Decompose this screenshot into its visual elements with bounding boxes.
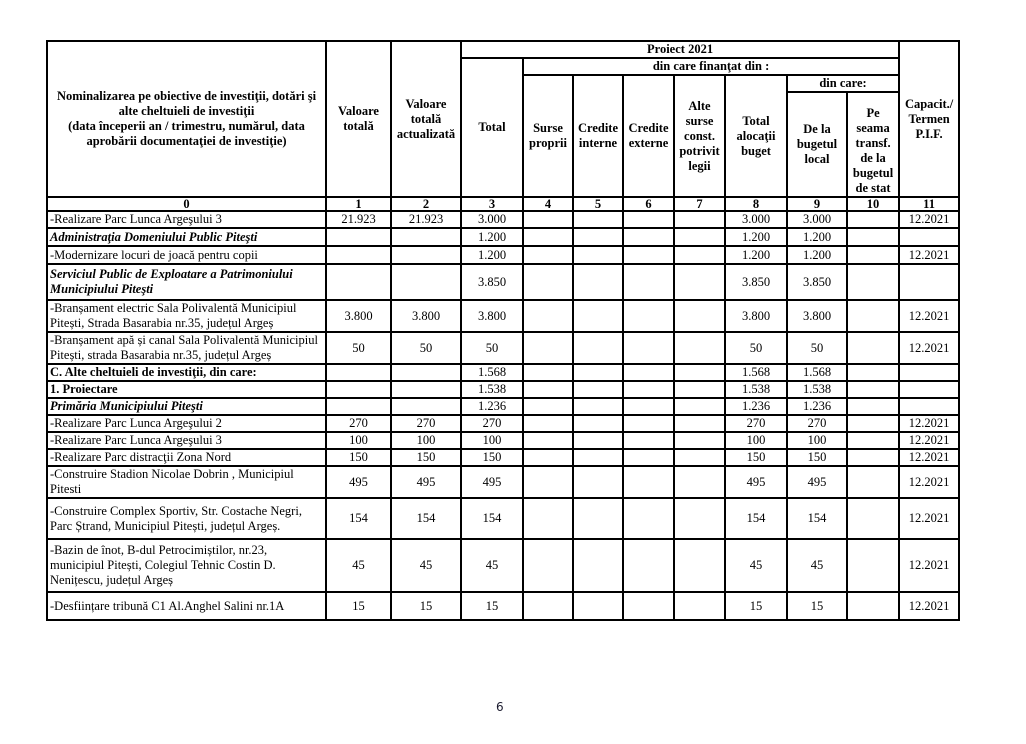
header-of-which: din care: [787,75,899,92]
value-cell-c4 [523,364,573,381]
header-total-value: Valoare totală [326,41,391,197]
value-cell-c11: 12.2021 [899,211,959,228]
value-cell-c9: 3.000 [787,211,847,228]
value-cell-c5 [573,364,623,381]
value-cell-c5 [573,246,623,264]
objective-name-cell: -Construire Stadion Nicolae Dobrin , Municipiul Pitesti [47,466,326,498]
table-row [47,449,959,466]
value-cell-c1: 21.923 [326,211,391,228]
value-cell-c1 [326,264,391,300]
value-cell-c8: 270 [725,415,787,432]
value-cell-c1 [326,228,391,246]
value-cell-c2: 21.923 [391,211,461,228]
value-cell-c2: 495 [391,466,461,498]
table-row [47,432,959,449]
value-cell-c9: 1.200 [787,228,847,246]
value-cell-c1: 495 [326,466,391,498]
value-cell-c11 [899,264,959,300]
value-cell-c7 [674,498,725,539]
index-cell: 4 [523,197,573,211]
value-cell-c4 [523,466,573,498]
table-row [47,364,959,381]
table-row [47,498,959,539]
value-cell-c7 [674,592,725,620]
value-cell-c5 [573,332,623,364]
value-cell-c7 [674,211,725,228]
value-cell-c3: 1.200 [461,246,523,264]
value-cell-c3: 270 [461,415,523,432]
value-cell-c2 [391,246,461,264]
value-cell-c10 [847,211,899,228]
value-cell-c6 [623,498,674,539]
header-financed-from: din care finanţat din : [523,58,899,75]
value-cell-c11: 12.2021 [899,498,959,539]
objective-name-cell: 1. Proiectare [47,381,326,398]
value-cell-c6 [623,332,674,364]
header-external-credits: Credite externe [623,75,674,197]
value-cell-c5 [573,211,623,228]
value-cell-c11 [899,398,959,415]
value-cell-c3: 50 [461,332,523,364]
value-cell-c1 [326,381,391,398]
value-cell-c9: 3.800 [787,300,847,332]
table-row [47,398,959,415]
value-cell-c9: 1.568 [787,364,847,381]
value-cell-c5 [573,592,623,620]
value-cell-c11: 12.2021 [899,449,959,466]
value-cell-c6 [623,381,674,398]
value-cell-c6 [623,398,674,415]
index-cell: 11 [899,197,959,211]
value-cell-c10 [847,415,899,432]
objective-name-cell: Primăria Municipiului Piteşti [47,398,326,415]
value-cell-c4 [523,332,573,364]
value-cell-c4 [523,211,573,228]
header-other-sources: Alte surse const. potrivit legii [674,75,725,197]
header-total: Total [461,58,523,197]
value-cell-c5 [573,398,623,415]
value-cell-c4 [523,539,573,592]
index-cell: 5 [573,197,623,211]
header-objective-nomination [47,41,326,197]
value-cell-c9: 100 [787,432,847,449]
value-cell-c5 [573,228,623,246]
value-cell-c11 [899,364,959,381]
value-cell-c6 [623,211,674,228]
objective-name-cell: -Branșament electric Sala Polivalentă Municipiul Pitești, Strada Basarabia nr.35, județul Argeș [47,300,326,332]
value-cell-c2: 3.800 [391,300,461,332]
value-cell-c1: 270 [326,415,391,432]
value-cell-c10 [847,592,899,620]
header-updated-total-value: Valoare totală actualizată [391,41,461,197]
value-cell-c3: 150 [461,449,523,466]
objective-name-cell: Administraţia Domeniului Public Piteşti [47,228,326,246]
value-cell-c6 [623,432,674,449]
value-cell-c1: 150 [326,449,391,466]
value-cell-c9: 1.200 [787,246,847,264]
value-cell-c4 [523,592,573,620]
objective-name-cell: -Desființare tribună C1 Al.Anghel Salini nr.1A [47,592,326,620]
value-cell-c10 [847,364,899,381]
header-line: aprobării documentaţiei de investiţie) [86,134,287,148]
value-cell-c8: 3.000 [725,211,787,228]
objective-name-cell: -Bazin de înot, B-dul Petrocimiștilor, nr.23, municipiul Pitești, Colegiul Tehnic Costin D. Nenițescu, județul Argeș [47,539,326,592]
value-cell-c7 [674,449,725,466]
value-cell-c3: 3.800 [461,300,523,332]
value-cell-c2: 100 [391,432,461,449]
objective-name-cell: -Realizare Parc distracţii Zona Nord [47,449,326,466]
value-cell-c6 [623,466,674,498]
value-cell-c2: 15 [391,592,461,620]
value-cell-c11: 12.2021 [899,246,959,264]
objective-name-cell: C. Alte cheltuieli de investiţii, din care: [47,364,326,381]
value-cell-c4 [523,398,573,415]
value-cell-c1: 50 [326,332,391,364]
index-cell: 0 [47,197,326,211]
value-cell-c4 [523,228,573,246]
value-cell-c4 [523,449,573,466]
value-cell-c9: 45 [787,539,847,592]
value-cell-c1: 154 [326,498,391,539]
value-cell-c10 [847,228,899,246]
objective-name-cell: -Construire Complex Sportiv, Str. Costache Negri, Parc Ștrand, Municipiul Pitești, județul Argeș. [47,498,326,539]
table-row [47,332,959,364]
value-cell-c3: 3.000 [461,211,523,228]
index-cell: 8 [725,197,787,211]
value-cell-c7 [674,466,725,498]
value-cell-c11: 12.2021 [899,300,959,332]
table-row [47,415,959,432]
value-cell-c1: 45 [326,539,391,592]
value-cell-c1 [326,364,391,381]
value-cell-c3: 15 [461,592,523,620]
value-cell-c11: 12.2021 [899,466,959,498]
value-cell-c11: 12.2021 [899,415,959,432]
value-cell-c11: 12.2021 [899,592,959,620]
value-cell-c9: 154 [787,498,847,539]
table-row [47,211,959,228]
value-cell-c3: 45 [461,539,523,592]
value-cell-c7 [674,381,725,398]
value-cell-c5 [573,539,623,592]
value-cell-c9: 50 [787,332,847,364]
value-cell-c10 [847,332,899,364]
value-cell-c3: 1.200 [461,228,523,246]
table-row [47,592,959,620]
objective-name-cell: -Branșament apă și canal Sala Polivalentă Municipiul Pitești, strada Basarabia nr.35, județul Argeș [47,332,326,364]
page-number: 6 [496,700,504,714]
index-cell: 10 [847,197,899,211]
column-index-row [47,197,959,211]
value-cell-c8: 154 [725,498,787,539]
header-own-sources: Surse proprii [523,75,573,197]
value-cell-c8: 3.800 [725,300,787,332]
value-cell-c8: 1.200 [725,228,787,246]
value-cell-c5 [573,381,623,398]
value-cell-c9: 150 [787,449,847,466]
value-cell-c7 [674,539,725,592]
value-cell-c2: 154 [391,498,461,539]
table-row [47,228,959,246]
value-cell-c6 [623,300,674,332]
value-cell-c5 [573,264,623,300]
value-cell-c10 [847,498,899,539]
value-cell-c7 [674,432,725,449]
index-cell: 2 [391,197,461,211]
value-cell-c2 [391,381,461,398]
value-cell-c1: 100 [326,432,391,449]
value-cell-c10 [847,466,899,498]
value-cell-c8: 150 [725,449,787,466]
header-line: Nominalizarea pe obiective de investiţii, dotări şi [56,89,317,103]
table-row [47,466,959,498]
value-cell-c8: 15 [725,592,787,620]
value-cell-c3: 100 [461,432,523,449]
value-cell-c1 [326,398,391,415]
value-cell-c5 [573,449,623,466]
value-cell-c1: 15 [326,592,391,620]
value-cell-c7 [674,364,725,381]
value-cell-c10 [847,264,899,300]
value-cell-c11: 12.2021 [899,332,959,364]
value-cell-c6 [623,415,674,432]
value-cell-c3: 495 [461,466,523,498]
value-cell-c7 [674,228,725,246]
value-cell-c6 [623,228,674,246]
value-cell-c6 [623,364,674,381]
value-cell-c6 [623,264,674,300]
value-cell-c8: 495 [725,466,787,498]
header-total-budget-allocations: Total alocaţii buget [725,75,787,197]
value-cell-c2: 270 [391,415,461,432]
objective-name-cell: -Realizare Parc Lunca Argeşului 3 [47,211,326,228]
value-cell-c3: 1.236 [461,398,523,415]
value-cell-c3: 154 [461,498,523,539]
value-cell-c8: 3.850 [725,264,787,300]
investment-table [46,40,960,621]
index-cell: 1 [326,197,391,211]
value-cell-c10 [847,398,899,415]
header-line: (data începerii an / trimestru, numărul, data [68,119,305,133]
value-cell-c8: 1.200 [725,246,787,264]
index-cell: 6 [623,197,674,211]
index-cell: 7 [674,197,725,211]
value-cell-c8: 100 [725,432,787,449]
value-cell-c10 [847,381,899,398]
value-cell-c2 [391,264,461,300]
table-row [47,300,959,332]
value-cell-c11: 12.2021 [899,432,959,449]
value-cell-c2: 50 [391,332,461,364]
objective-name-cell: Serviciul Public de Exploatare a Patrimoniului Municipiului Piteşti [47,264,326,300]
value-cell-c4 [523,498,573,539]
value-cell-c9: 1.538 [787,381,847,398]
value-cell-c7 [674,398,725,415]
value-cell-c3: 1.568 [461,364,523,381]
value-cell-c5 [573,300,623,332]
value-cell-c6 [623,592,674,620]
value-cell-c4 [523,432,573,449]
table-row [47,246,959,264]
value-cell-c3: 1.538 [461,381,523,398]
value-cell-c10 [847,432,899,449]
value-cell-c2 [391,398,461,415]
value-cell-c5 [573,466,623,498]
value-cell-c9: 270 [787,415,847,432]
table-row [47,264,959,300]
value-cell-c6 [623,246,674,264]
table-body [47,211,959,620]
value-cell-c5 [573,432,623,449]
value-cell-c4 [523,381,573,398]
value-cell-c9: 495 [787,466,847,498]
table-row [47,539,959,592]
value-cell-c7 [674,415,725,432]
objective-name-cell: -Realizare Parc Lunca Argeşului 2 [47,415,326,432]
value-cell-c11 [899,381,959,398]
value-cell-c8: 1.568 [725,364,787,381]
value-cell-c2 [391,364,461,381]
index-cell: 9 [787,197,847,211]
value-cell-c4 [523,246,573,264]
value-cell-c11: 12.2021 [899,539,959,592]
value-cell-c4 [523,300,573,332]
value-cell-c5 [573,498,623,539]
value-cell-c10 [847,300,899,332]
value-cell-c4 [523,264,573,300]
header-line: alte cheltuieli de investiţii [118,104,255,118]
value-cell-c1 [326,246,391,264]
value-cell-c7 [674,300,725,332]
header-project-2021: Proiect 2021 [461,41,899,58]
objective-name-cell: -Realizare Parc Lunca Argeşului 3 [47,432,326,449]
value-cell-c9: 1.236 [787,398,847,415]
value-cell-c8: 1.236 [725,398,787,415]
value-cell-c3: 3.850 [461,264,523,300]
header-local-budget: De la bugetul local [787,92,847,197]
value-cell-c9: 3.850 [787,264,847,300]
value-cell-c10 [847,539,899,592]
value-cell-c10 [847,246,899,264]
value-cell-c8: 45 [725,539,787,592]
value-cell-c7 [674,332,725,364]
table-row [47,381,959,398]
value-cell-c2: 45 [391,539,461,592]
value-cell-c1: 3.800 [326,300,391,332]
value-cell-c8: 1.538 [725,381,787,398]
value-cell-c7 [674,246,725,264]
objective-name-cell: -Modernizare locuri de joacă pentru copii [47,246,326,264]
index-cell: 3 [461,197,523,211]
value-cell-c8: 50 [725,332,787,364]
value-cell-c10 [847,449,899,466]
value-cell-c4 [523,415,573,432]
value-cell-c11 [899,228,959,246]
value-cell-c9: 15 [787,592,847,620]
header-capacity-term: Capacit./ Termen P.I.F. [899,41,959,197]
header-internal-credits: Credite interne [573,75,623,197]
value-cell-c6 [623,449,674,466]
header-state-budget-transfer: Pe seama transf. de la bugetul de stat [847,92,899,197]
value-cell-c6 [623,539,674,592]
value-cell-c2: 150 [391,449,461,466]
value-cell-c2 [391,228,461,246]
value-cell-c5 [573,415,623,432]
value-cell-c7 [674,264,725,300]
